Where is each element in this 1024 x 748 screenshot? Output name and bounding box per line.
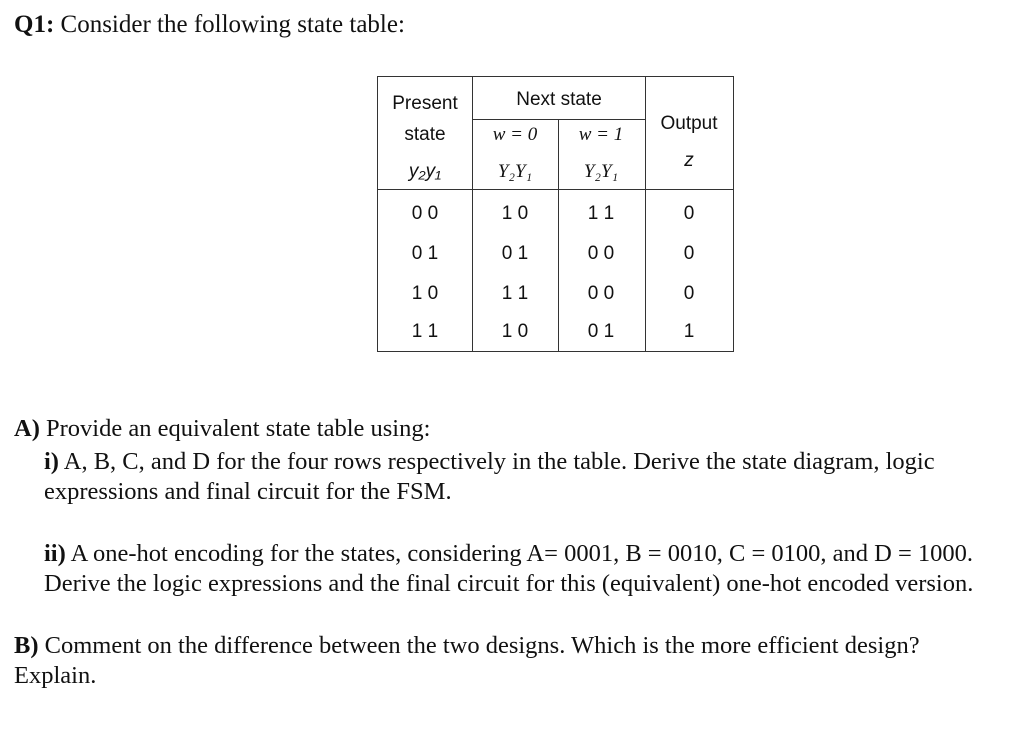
part-a-label: A) (14, 415, 40, 442)
present-header-line1: Present (392, 93, 458, 114)
part-a-intro (14, 413, 430, 444)
table-header-divider (378, 189, 733, 190)
row2-w0: 0 1 (501, 243, 529, 264)
nextstate-header: Next state (516, 89, 602, 110)
row1-w0: 1 0 (501, 203, 529, 224)
part-a-i-text1: A, B, C, and D for the four rows respectively in the table. Derive the state diagram, logic (63, 448, 935, 475)
state-table (377, 76, 734, 352)
output-header: Output (660, 113, 718, 134)
part-a-text: Provide an equivalent state table using: (45, 415, 431, 442)
nextstate-w0-vars: Y₂Y₁ (497, 161, 533, 182)
nextstate-w0: w = 0 (492, 124, 538, 145)
row1-w1: 1 1 (587, 203, 615, 224)
row3-present: 1 0 (411, 283, 439, 304)
question-label: Q1: (14, 11, 55, 38)
part-a-ii-line1 (44, 538, 973, 569)
present-header-line2: state (404, 124, 446, 145)
part-a-ii-label: ii) (44, 540, 66, 567)
part-a-ii-text1: A one-hot encoding for the states, considering A= 0001, B = 0010, C = 0100, and D = 1000. (70, 540, 974, 567)
row4-z: 1 (683, 321, 695, 342)
present-header-vars: y₂y₁ (408, 161, 442, 182)
nextstate-w1-vars: Y₂Y₁ (583, 161, 619, 182)
row4-w1: 0 1 (587, 321, 615, 342)
row1-z: 0 (683, 203, 695, 224)
row4-w0: 1 0 (501, 321, 529, 342)
part-a-i-line2: expressions and final circuit for the FSM. (44, 478, 452, 505)
table-divider-output (645, 77, 646, 351)
output-var: z (684, 150, 694, 171)
row1-present: 0 0 (411, 203, 439, 224)
part-a-ii-line2: Derive the logic expressions and the final circuit for this (equivalent) one-hot encoded version. (44, 570, 974, 597)
row2-w1: 0 0 (587, 243, 615, 264)
part-a-i-line1 (44, 446, 935, 477)
row3-w0: 1 1 (501, 283, 529, 304)
question-text: Consider the following state table: (60, 11, 405, 38)
part-b-line2: Explain. (14, 662, 97, 689)
part-b-label: B) (14, 632, 39, 659)
part-b-text1: Comment on the difference between the two designs. Which is the more efficient design? (44, 632, 920, 659)
row4-present: 1 1 (411, 321, 439, 342)
row3-z: 0 (683, 283, 695, 304)
table-divider-w (558, 119, 559, 351)
nextstate-w1: w = 1 (578, 124, 624, 145)
row2-present: 0 1 (411, 243, 439, 264)
part-a-i-label: i) (44, 448, 59, 475)
part-b-line1 (14, 630, 920, 661)
row3-w1: 0 0 (587, 283, 615, 304)
question-title (14, 8, 405, 42)
table-divider-nextstate (472, 119, 645, 120)
row2-z: 0 (683, 243, 695, 264)
